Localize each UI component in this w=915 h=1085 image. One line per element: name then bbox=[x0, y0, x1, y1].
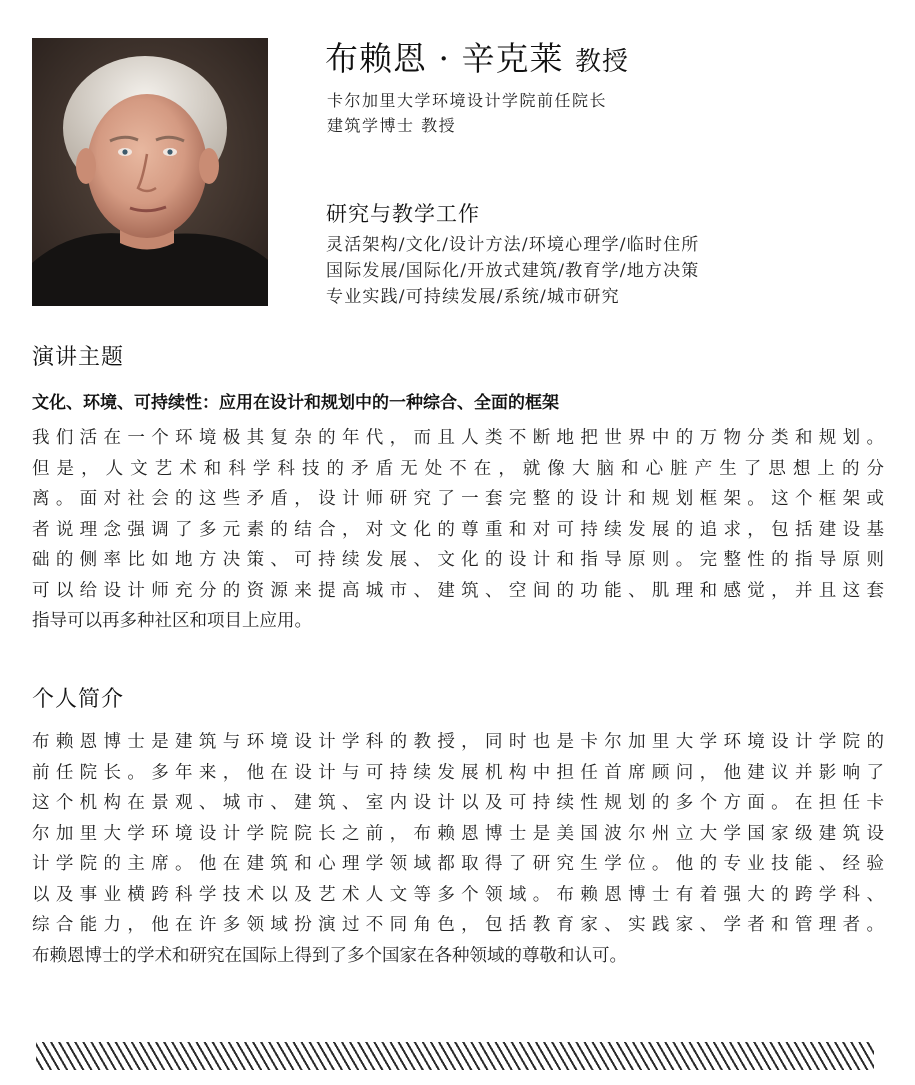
speaker-title: 教授 bbox=[574, 47, 629, 77]
speaker-affiliation bbox=[327, 88, 607, 138]
affiliation-line: 卡尔加里大学环境设计学院前任院长 bbox=[327, 91, 608, 110]
paragraph-line: 计学院的主席。他在建筑和心理学领域都取得了研究生学位。他的专业技能、经验 bbox=[32, 854, 884, 874]
research-topics bbox=[326, 232, 700, 310]
paragraph-line: 布赖恩博士是建筑与环境设计学科的教授，同时也是卡尔加里大学环境设计学院的 bbox=[32, 732, 884, 752]
decorative-stripe-band bbox=[36, 1042, 874, 1070]
portrait-illustration bbox=[32, 38, 268, 306]
paragraph-line: 尔加里大学环境设计学院院长之前，布赖恩博士是美国波尔州立大学国家级建筑设 bbox=[32, 823, 884, 844]
paragraph-line: 布赖恩博士的学术和研究在国际上得到了多个国家在各种领域的尊敬和认可。 bbox=[32, 945, 627, 966]
paragraph-line: 综合能力，他在许多领域扮演过不同角色，包括教育家、实践家、学者和管理者。 bbox=[32, 915, 884, 935]
affiliation-line: 建筑学博士 教授 bbox=[327, 116, 457, 135]
research-heading: 研究与教学工作 bbox=[326, 202, 480, 226]
paragraph-line: 指导可以再多种社区和项目上应用。 bbox=[32, 611, 312, 631]
paragraph-line: 但是，人文艺术和科学科技的矛盾无处不在，就像大脑和心脏产生了思想上的分 bbox=[32, 458, 884, 479]
paragraph-line: 我们活在一个环境极其复杂的年代，而且人类不断地把世界中的万物分类和规划。 bbox=[32, 428, 884, 448]
bio-heading: 个人简介 bbox=[32, 687, 125, 712]
talk-subtitle: 文化、环境、可持续性：应用在设计和规划中的一种综合、全面的框架 bbox=[32, 393, 559, 413]
paragraph-line: 这个机构在景观、城市、建筑、室内设计以及可持续性规划的多个方面。在担任卡 bbox=[32, 793, 884, 813]
paragraph-line: 以及事业横跨科学技术以及艺术人文等多个领域。布赖恩博士有着强大的跨学科、 bbox=[32, 884, 884, 905]
portrait-photo bbox=[32, 38, 268, 306]
bio-paragraph bbox=[32, 727, 884, 971]
paragraph-line: 离。面对社会的这些矛盾，设计师研究了一套完整的设计和规划框架。这个框架或 bbox=[32, 489, 884, 509]
paragraph-line: 前任院长。多年来，他在设计与可持续发展机构中担任首席顾问，他建议并影响了 bbox=[32, 762, 884, 783]
research-line: 灵活架构/文化/设计方法/环境心理学/临时住所 bbox=[326, 235, 700, 255]
talk-heading: 演讲主题 bbox=[32, 345, 125, 370]
paragraph-line: 可以给设计师充分的资源来提高城市、建筑、空间的功能、肌理和感觉，并且这套 bbox=[32, 580, 884, 601]
paragraph-line: 础的侧率比如地方决策、可持续发展、文化的设计和指导原则。完整性的指导原则 bbox=[32, 550, 884, 570]
paragraph-line: 者说理念强调了多元素的结合，对文化的尊重和对可持续发展的追求，包括建设基 bbox=[32, 519, 884, 540]
research-line: 专业实践/可持续发展/系统/城市研究 bbox=[326, 287, 620, 307]
speaker-name-text: 布赖恩 · 辛克莱 bbox=[325, 39, 564, 78]
speaker-name bbox=[325, 38, 629, 83]
talk-paragraph bbox=[32, 423, 884, 637]
research-line: 国际发展/国际化/开放式建筑/教育学/地方决策 bbox=[326, 261, 700, 281]
